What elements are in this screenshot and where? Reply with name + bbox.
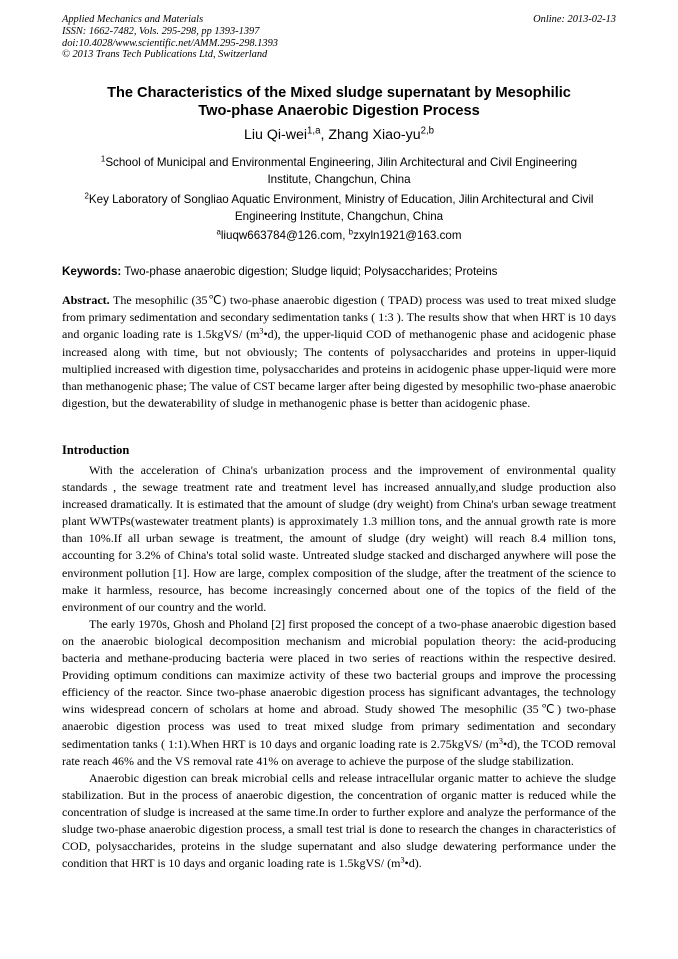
introduction-heading: Introduction <box>62 443 130 457</box>
keywords-label: Keywords: <box>62 265 122 278</box>
title-line-1: The Characteristics of the Mixed sludge supernatant by Mesophilic <box>107 85 571 101</box>
email-b: zxyln1921@163.com <box>353 229 462 242</box>
affiliation-1-line-1: School of Municipal and Environmental Engineering, Jilin Architectural and Civil Engineering <box>105 156 578 169</box>
email-a-superscript: a <box>216 227 221 237</box>
abstract-superscript: 3 <box>259 326 264 336</box>
title-line-2: Two-phase Anaerobic Digestion Process <box>198 103 480 119</box>
affiliation-2-superscript: 2 <box>84 191 89 201</box>
journal-header <box>62 14 616 61</box>
affiliation-2-line-1: Key Laboratory of Songliao Aquatic Environment, Ministry of Education, Jilin Architectural and Civil <box>88 193 594 206</box>
affiliation-2 <box>62 192 616 225</box>
keywords <box>62 264 616 279</box>
intro-paragraph-3-text-2: •d). <box>404 856 422 871</box>
intro-paragraph-2-superscript: 3 <box>498 736 503 746</box>
email-a: liuqw663784@126.com <box>220 229 343 242</box>
abstract-label: Abstract. <box>62 293 110 307</box>
copyright-line: © 2013 Trans Tech Publications Ltd, Switzerland <box>62 49 268 61</box>
paper-title <box>62 84 616 120</box>
keywords-text: Two-phase anaerobic digestion; Sludge liquid; Polysaccharides; Proteins <box>124 265 498 278</box>
affiliation-1-superscript: 1 <box>100 154 106 164</box>
issn-line: ISSN: 1662-7482, Vols. 295-298, pp 1393-1397 <box>62 25 260 37</box>
affiliation-1 <box>62 155 616 188</box>
email-b-superscript: b <box>348 227 354 237</box>
author-2-superscript: 2,b <box>420 125 435 137</box>
intro-paragraph-2-text-2: •d), the TCOD removal rate reach 46% and the VS removal rate 41% on average to achieve the purpose of the sludge stabilization. <box>62 736 617 768</box>
intro-paragraph-3-text-1: Anaerobic digestion can break microbial cells and release intracellular organic matter to achieve the sludge stabilization. But in the process of anaerobic digestion, the concentration of organic matter is reduced while the concentration of sludge is increased at the same time.In order to further explore and analyze the performance of the sludge two-phase anaerobic digestion process, a small test trial is done to research the changes in characteristics of COD, polysaccharides, proteins in the sludge supernatant and also sludge dewatering performance under the condition that HRT is 10 days and organic loading rate is 1.5kgVS/ (m <box>62 770 616 871</box>
author-1: Liu Qi-wei <box>243 127 308 143</box>
abstract-text-1: The mesophilic (35℃) two-phase anaerobic digestion ( TPAD) process was used to treat mixed sludge from primary sedimentation and secondary sedimentation tanks ( 1:3 ). The results show that when HRT is 10 days and organic loading rate is 1.5kgVS/ (m <box>62 293 616 342</box>
author-1-superscript: 1,a <box>307 125 321 137</box>
affiliation-2-line-2: Engineering Institute, Changchun, China <box>234 209 444 223</box>
author-2: Zhang Xiao-yu <box>328 127 421 143</box>
affiliation-1-line-2: Institute, Changchun, China <box>267 172 411 186</box>
intro-paragraph-3 <box>62 770 616 873</box>
intro-paragraph-3-superscript: 3 <box>400 855 405 865</box>
author-list <box>62 126 616 144</box>
email-separator: , <box>342 229 349 242</box>
intro-paragraph-1: With the acceleration of China's urbanization process and the improvement of environmental quality standards , the sewage treatment rate and treatment level has increased annually,and sludge production also increased dramatically. It is estimated that the amount of sludge (dry weight) from China's urban sewage treatment plant WWTPs(wastewater treatment plants) is approximately 1.3 million tons, and the annual growth rate is more than 10%.If all urban sewage is treatment, the amount of sludge (dry weight) will reach 8.4 million tons, accounting for 3.2% of China's total solid waste. Untreated sludge stacked and discharged anywhere will pose the environment pollution [1]. How are large, complex composition of the sludge, after the treatment of the science to make it harmless, resource, has become increasingly concerned about one of the topics of the field of the environment of our country and the world. <box>62 463 616 614</box>
intro-paragraph-2-text-1: The early 1970s, Ghosh and Pholand [2] first proposed the concept of a two-phase anaerobic digestion based on the anaerobic biological decomposition mechanism and microbial population theory: the acid-producing bacteria and methane-producing bacteria were placed in two series of reactions within the respective desired. Providing optimum conditions can maximize activity of these two bacterial groups and improve the processing efficiency of the reactor. Since two-phase anaerobic digestion process has significant advantages, the technology wins widespread concern of scholars at home and abroad. Study showed The mesophilic (35℃) two-phase anaerobic digestion process was used to treat mixed sludge from primary sedimentation and secondary sedimentation tanks ( 1:1).When HRT is 10 days and organic loading rate is 2.75kgVS/ (m <box>62 616 616 751</box>
abstract-text-2: •d), the upper-liquid COD of methanogenic phase and acidogenic phase increased along with time, but not obviously; The contents of polysaccharides and proteins in upper-liquid multiplied increased with digestion time, polysaccharides and proteins in acidogenic phase upper-liquid were more than methanogenic phase; The value of CST became larger after being digested by mesophilic two-phase anaerobic digestion, but the dewaterability of sludge in methanogenic phase is better than acidogenic phase. <box>62 327 616 411</box>
intro-paragraph-2 <box>62 616 616 770</box>
author-separator: , <box>320 127 329 143</box>
journal-name: Applied Mechanics and Materials <box>62 14 204 25</box>
introduction-body <box>62 462 616 872</box>
abstract <box>62 292 616 412</box>
email-line <box>62 228 616 244</box>
doi-line: doi:10.4028/www.scientific.net/AMM.295-298.1393 <box>62 37 278 49</box>
online-date: Online: 2013-02-13 <box>533 14 616 25</box>
